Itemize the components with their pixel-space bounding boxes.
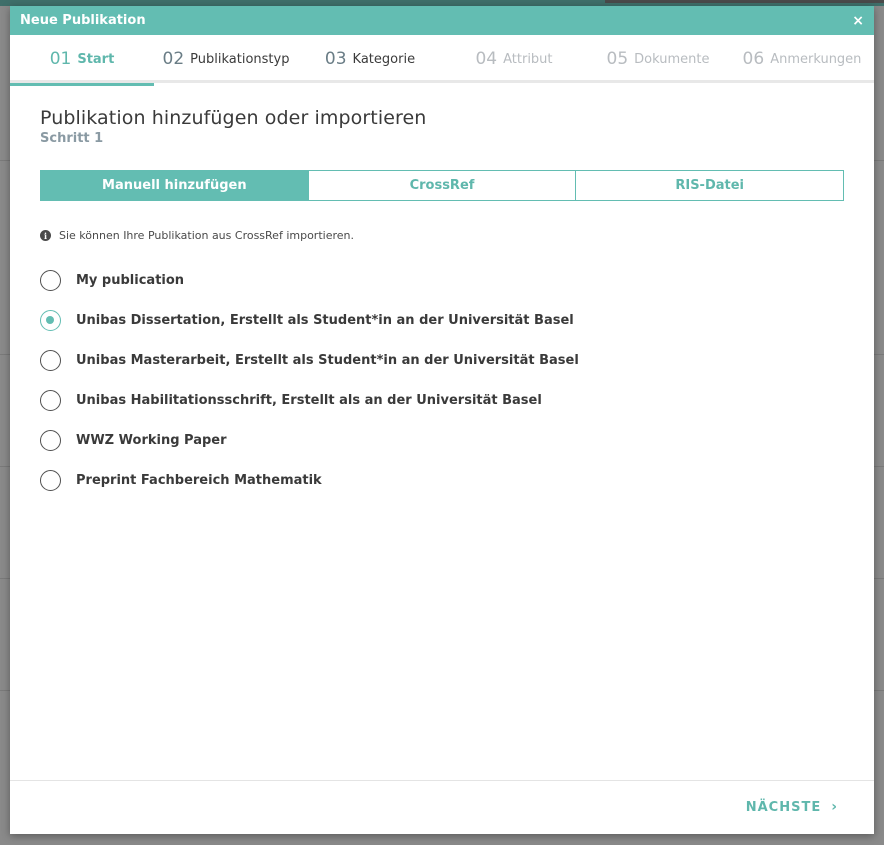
tab-crossref[interactable]: CrossRef xyxy=(309,170,577,201)
option-label: My publication xyxy=(76,272,185,288)
background-divider xyxy=(0,578,10,579)
radio-button[interactable] xyxy=(40,390,61,411)
step-label: Attribut xyxy=(503,51,553,67)
modal-header xyxy=(10,6,874,35)
background-divider xyxy=(0,690,10,691)
step-label: Dokumente xyxy=(634,51,710,67)
tab-ris-datei[interactable]: RIS-Datei xyxy=(576,170,844,201)
import-method-tabs xyxy=(40,170,844,201)
option-wwz-working-paper[interactable] xyxy=(40,420,844,460)
background-divider xyxy=(0,354,10,355)
background-divider xyxy=(874,578,884,579)
option-unibas-habilitationsschrift[interactable] xyxy=(40,380,844,420)
step-label: Kategorie xyxy=(352,51,416,67)
option-label: Unibas Dissertation, Erstellt als Student*in an der Universität Basel xyxy=(76,312,574,328)
background-divider xyxy=(874,466,884,467)
option-unibas-dissertation[interactable] xyxy=(40,300,844,340)
new-publication-modal xyxy=(10,6,874,834)
next-button[interactable] xyxy=(746,799,838,815)
info-icon: i xyxy=(40,230,51,241)
info-message xyxy=(40,229,844,242)
option-label: WWZ Working Paper xyxy=(76,432,227,448)
step-label: Start xyxy=(77,51,115,67)
step-start[interactable] xyxy=(10,35,154,83)
modal-title: Neue Publikation xyxy=(20,13,146,28)
step-kategorie[interactable] xyxy=(298,35,442,83)
next-button-label: NÄCHSTE xyxy=(745,799,822,815)
radio-button[interactable] xyxy=(40,430,61,451)
chevron-right-icon: › xyxy=(831,799,838,815)
modal-footer xyxy=(10,780,874,834)
step-number: 05 xyxy=(606,49,629,69)
step-number: 02 xyxy=(162,49,185,69)
step-attribut[interactable] xyxy=(442,35,586,83)
background-topbar-right xyxy=(605,0,884,3)
radio-button-checked[interactable] xyxy=(40,310,61,331)
tab-manuell-hinzufuegen[interactable]: Manuell hinzufügen xyxy=(40,170,309,201)
option-label: Unibas Habilitationsschrift, Erstellt als an der Universität Basel xyxy=(76,392,542,408)
option-label: Unibas Masterarbeit, Erstellt als Student*in an der Universität Basel xyxy=(76,352,579,368)
close-icon[interactable]: × xyxy=(852,12,864,29)
background-divider xyxy=(0,160,10,161)
step-dokumente[interactable] xyxy=(586,35,730,83)
step-number: 04 xyxy=(475,49,498,69)
background-divider xyxy=(874,354,884,355)
step-number: 06 xyxy=(742,49,765,69)
page-title: Publikation hinzufügen oder importieren xyxy=(40,107,427,129)
option-unibas-masterarbeit[interactable] xyxy=(40,340,844,380)
step-number: 03 xyxy=(324,49,347,69)
step-number: 01 xyxy=(49,49,72,69)
option-preprint-mathematik[interactable] xyxy=(40,460,844,500)
radio-button[interactable] xyxy=(40,350,61,371)
publication-type-options xyxy=(40,260,844,500)
step-subtitle: Schritt 1 xyxy=(40,131,104,146)
background-divider xyxy=(874,690,884,691)
info-text: Sie können Ihre Publikation aus CrossRef importieren. xyxy=(59,229,354,242)
step-anmerkungen[interactable] xyxy=(730,35,874,83)
radio-button[interactable] xyxy=(40,270,61,291)
background-divider xyxy=(874,160,884,161)
step-publikationstyp[interactable] xyxy=(154,35,298,83)
modal-content xyxy=(10,83,874,500)
step-navigation xyxy=(10,35,874,83)
step-label: Anmerkungen xyxy=(770,51,862,67)
option-label: Preprint Fachbereich Mathematik xyxy=(76,472,322,488)
option-my-publication[interactable] xyxy=(40,260,844,300)
step-label: Publikationstyp xyxy=(190,51,290,67)
radio-button[interactable] xyxy=(40,470,61,491)
background-divider xyxy=(0,466,10,467)
